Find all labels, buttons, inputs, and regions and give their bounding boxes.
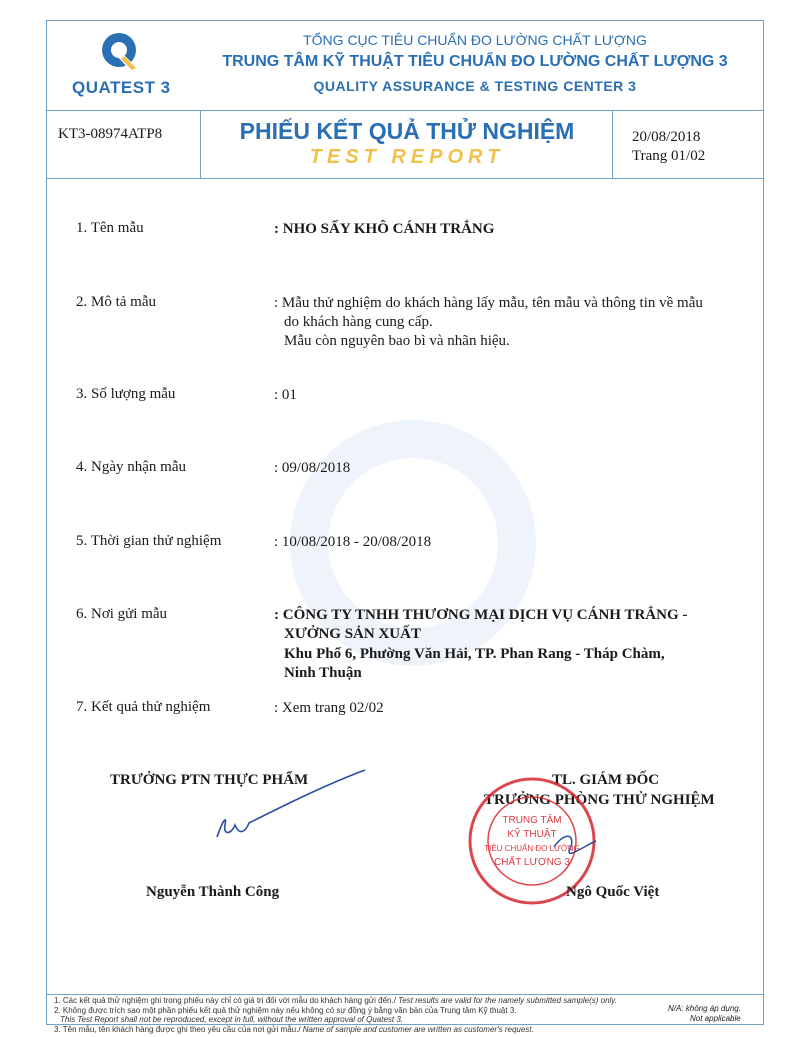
field-value-sender-4: Ninh Thuận xyxy=(284,665,362,681)
right-signer-title-1: TL. GIÁM ĐỐC xyxy=(552,772,660,788)
header-divider xyxy=(46,110,764,111)
footer-na-en: Not applicable xyxy=(690,1014,741,1023)
left-signer-title: TRƯỞNG PTN THỰC PHẨM xyxy=(110,772,309,788)
field-label-description: 2. Mô tả mẫu xyxy=(76,294,156,310)
title-divider-right xyxy=(612,110,613,178)
report-code: KT3-08974ATP8 xyxy=(58,126,163,142)
field-label-test-period: 5. Thời gian thử nghiệm xyxy=(76,533,222,549)
title-divider xyxy=(46,178,764,179)
title-divider-left xyxy=(200,110,201,178)
field-value-sender-1: : CÔNG TY TNHH THƯƠNG MẠI DỊCH VỤ CÁNH TRẮNG - xyxy=(274,607,688,623)
field-value-sender-2: XƯỞNG SẢN XUẤT xyxy=(284,626,421,642)
field-value-description-3: Mẫu còn nguyên bao bì và nhãn hiệu. xyxy=(284,333,510,349)
field-label-sample-name: 1. Tên mẫu xyxy=(76,220,144,236)
svg-text:TIÊU CHUẨN ĐO LƯỜNG: TIÊU CHUẨN ĐO LƯỜNG xyxy=(484,844,580,853)
field-label-received-date: 4. Ngày nhận mẫu xyxy=(76,459,186,475)
svg-text:TRUNG TÂM: TRUNG TÂM xyxy=(502,815,562,826)
report-date: 20/08/2018 xyxy=(632,129,701,145)
right-signer-title-2: TRƯỞNG PHÒNG THỬ NGHIỆM xyxy=(484,792,715,808)
footer-note-2: 2. Không được trích sao một phần phiếu kết quả thử nghiệm này nếu không có sự đồng ý bằng văn bản của Trung tâm Kỹ thuật 3. xyxy=(54,1006,517,1015)
footer-note-2-en: This Test Report shall not be reproduced, except in full, without the written approval of Quatest 3. xyxy=(60,1015,404,1024)
org-line-2: TRUNG TÂM KỸ THUẬT TIÊU CHUẨN ĐO LƯỜNG CHẤT LƯỢNG 3 xyxy=(222,53,728,70)
left-signer-name: Nguyễn Thành Công xyxy=(146,884,280,900)
field-label-quantity: 3. Số lượng mẫu xyxy=(76,386,176,402)
left-signature-icon xyxy=(205,765,375,850)
right-signer-name: Ngô Quốc Việt xyxy=(566,884,660,900)
field-value-description-2: do khách hàng cung cấp. xyxy=(284,314,433,330)
field-value-sample-name: : NHO SẤY KHÔ CÁNH TRẮNG xyxy=(274,221,495,237)
org-line-1: TỔNG CỤC TIÊU CHUẨN ĐO LƯỜNG CHẤT LƯỢNG xyxy=(303,32,647,48)
footer-note-1: 1. Các kết quả thử nghiệm ghi trong phiếu này chỉ có giá trị đối với mẫu do khách hàng gửi đến./ Test results are valid for the namely submitted sample(s) only. xyxy=(54,996,617,1005)
field-value-received-date: : 09/08/2018 xyxy=(274,460,351,476)
field-label-sender: 6. Nơi gửi mẫu xyxy=(76,606,168,622)
field-value-result: : Xem trang 02/02 xyxy=(274,700,384,716)
page-number: Trang 01/02 xyxy=(632,148,706,164)
footer-note-3: 3. Tên mẫu, tên khách hàng được ghi theo yêu cầu của nơi gửi mẫu./ Name of sample and customer are written as customer's request. xyxy=(54,1025,534,1034)
report-title-en: TEST REPORT xyxy=(309,146,505,168)
field-label-result: 7. Kết quả thử nghiệm xyxy=(76,699,211,715)
report-title-vn: PHIẾU KẾT QUẢ THỬ NGHIỆM xyxy=(239,118,575,144)
field-value-quantity: : 01 xyxy=(274,387,297,403)
org-line-3: QUALITY ASSURANCE & TESTING CENTER 3 xyxy=(313,78,637,94)
field-value-sender-3: Khu Phố 6, Phường Văn Hải, TP. Phan Rang - Tháp Chàm, xyxy=(284,646,665,662)
field-value-description-1: : Mẫu thử nghiệm do khách hàng lấy mẫu, tên mẫu và thông tin về mẫu xyxy=(274,295,703,311)
logo-text: QUATEST 3 xyxy=(72,78,171,97)
footer-na-vn: N/A: không áp dụng. xyxy=(668,1004,741,1013)
svg-text:CHẤT LƯỢNG 3: CHẤT LƯỢNG 3 xyxy=(494,857,570,868)
field-value-test-period: : 10/08/2018 - 20/08/2018 xyxy=(274,534,432,550)
footer-divider xyxy=(46,994,764,995)
svg-text:KỸ THUẬT: KỸ THUẬT xyxy=(507,829,557,840)
